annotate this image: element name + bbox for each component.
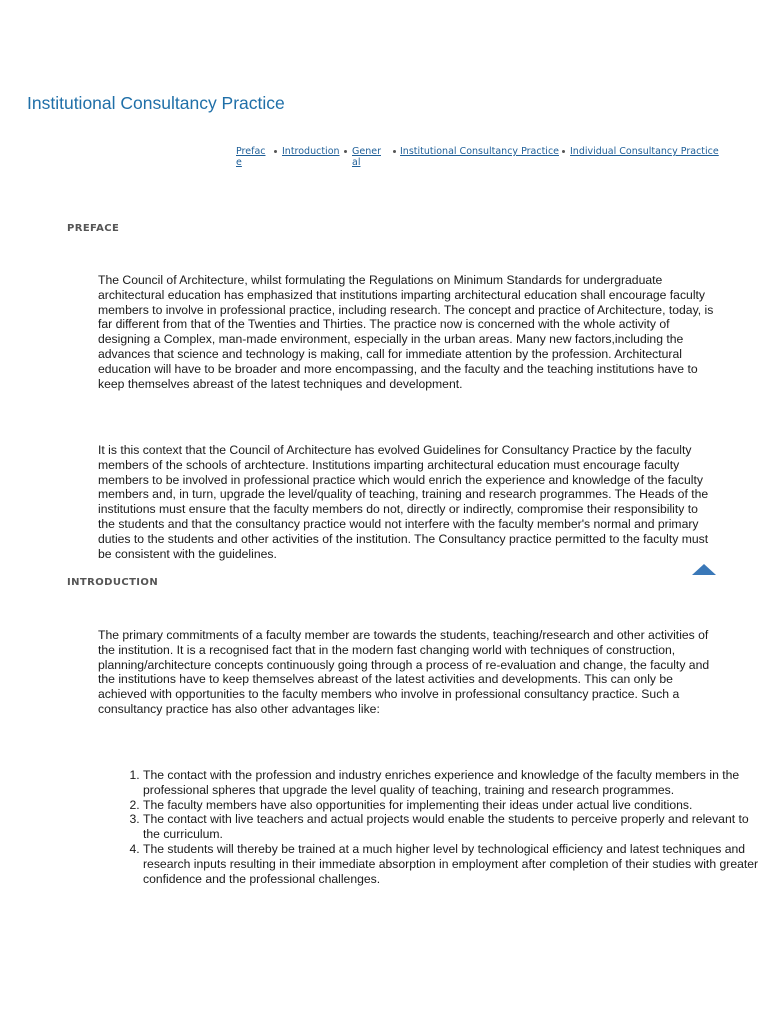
page-title: Institutional Consultancy Practice <box>27 93 285 113</box>
introduction-paragraph: The primary commitments of a faculty member are towards the students, teaching/research and other activities of the institution. It is a recognised fact that in the modern fast changing world with techniques of construction, planning/architecture concepts continuously going through a process of re-evaluation and change, the faculty and the institutions have to keep themselves abreast of the latest activities and developments. This can only be achieved with opportunities to the faculty members who involve in professional consultancy practice. Such a consultancy practice has also other advantages like: <box>98 628 710 716</box>
list-item: 3. The contact with live teachers and actual projects would enable the students to perceive properly and relevant to the curriculum. <box>143 812 763 842</box>
preface-paragraph-2: It is this context that the Council of Architecture has evolved Guidelines for Consultancy Practice by the faculty members of the schools of archtecture. Institutions imparting architectural education must encourage faculty members to be involved in professional practice which would enrich the experience and knowledge of the faculty members and, in turn, upgrade the level/quality of teaching, training and research programmes. The Heads of the institutions must ensure that the faculty members do not, directly or indirectly, compromise their responsibility to the students and that the consultancy practice would not interfere with the faculty member's normal and primary duties to the students and other activities of the institution. The Consultancy practice permitted to the faculty must be consistent with the guidelines. <box>98 443 709 561</box>
preface-heading: PREFACE <box>67 223 120 234</box>
nav-separator-dot <box>562 150 565 153</box>
advantages-list <box>98 768 763 886</box>
nav-link-institutional-consultancy-practice[interactable]: Institutional Consultancy Practice <box>400 146 560 157</box>
nav-separator-dot <box>393 150 396 153</box>
list-item: 2. The faculty members have also opportunities for implementing their ideas under actual live conditions. <box>143 798 763 813</box>
preface-paragraph-1: The Council of Architecture, whilst formulating the Regulations on Minimum Standards for undergraduate architectural education has emphasized that institutions imparting architectural education shall encourage faculty members to involve in professional practice, including research. The concept and practice of Architecture, today, is far different from that of the Twenties and Thirties. The practice now is concerned with the whole activity of designing a Complex, man-made environment, especially in the urban areas. Many new factors,including the advances that science and technology is making, call for immediate attention by the profession. Architectural education will have to be broader and more encompassing, and the faculty and the teaching institutions have to keep themselves abreast of the latest techniques and development. <box>98 273 714 391</box>
nav-separator-dot <box>344 150 347 153</box>
nav-link-preface[interactable]: Preface <box>236 146 266 168</box>
nav-link-general[interactable]: General <box>352 146 381 168</box>
nav-separator-dot <box>274 150 277 153</box>
list-item: 4. The students will thereby be trained at a much higher level by technological efficiency and latest techniques and research inputs resulting in their immediate absorption in employment after completion of their studies with greater confidence and the professional challenges. <box>143 842 763 886</box>
introduction-heading: INTRODUCTION <box>67 577 159 588</box>
nav-link-introduction[interactable]: Introduction <box>282 146 340 157</box>
nav-link-individual-consultancy-practice[interactable]: Individual Consultancy Practice <box>570 146 719 157</box>
triangle-up-icon[interactable] <box>692 564 716 576</box>
list-item: 1. The contact with the profession and industry enriches experience and knowledge of the faculty members in the professional spheres that upgrade the level quality of teaching, training and research programmes. <box>143 768 763 798</box>
